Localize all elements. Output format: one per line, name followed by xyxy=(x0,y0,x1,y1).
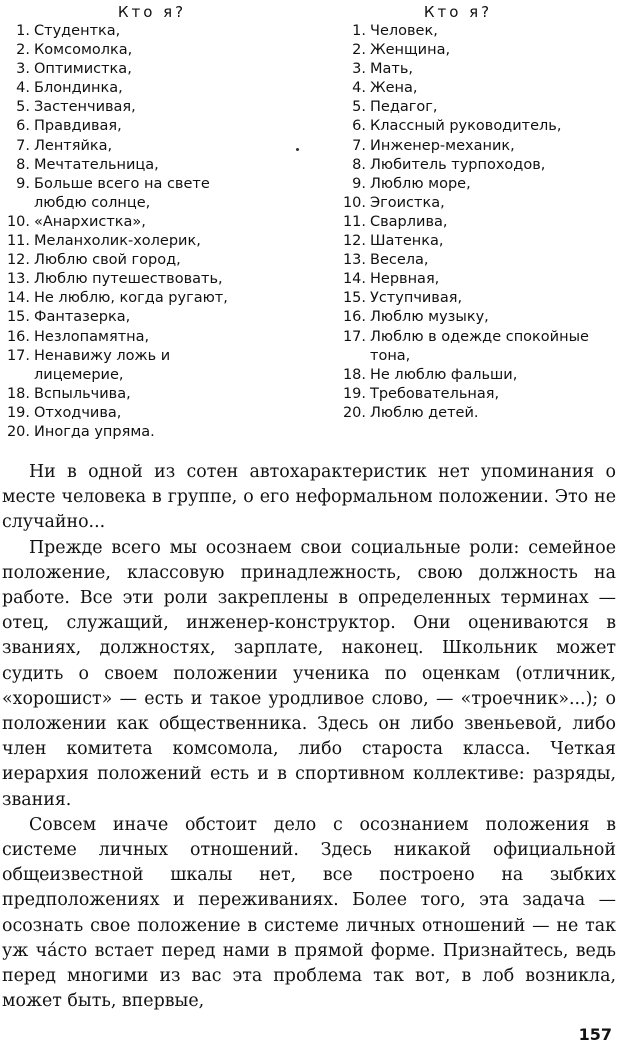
list-item-number: 12. xyxy=(6,252,30,269)
list-item-text: Правдивая, xyxy=(34,118,122,135)
list-item xyxy=(338,117,618,136)
list-item-text: Не люблю, когда ругают, xyxy=(34,290,228,307)
list-item xyxy=(2,213,302,232)
list-item xyxy=(338,251,618,270)
list-item-number: 14. xyxy=(6,290,30,307)
body-text xyxy=(2,460,616,1014)
list-item xyxy=(2,79,302,98)
list-item xyxy=(338,98,618,117)
list-item-text: Классный руководитель, xyxy=(370,118,562,135)
list-item-text: Шатенка, xyxy=(370,233,444,250)
list-item-number: 10. xyxy=(6,213,30,230)
list-item-number: 15. xyxy=(342,290,366,307)
list-item-text: Люблю море, xyxy=(370,175,471,192)
list-item-number: 4. xyxy=(352,80,366,97)
paragraph-2: Прежде всего мы осознаем свои социальные роли: семейное положение, классовую принадлежность, свою должность на работе. Все эти роли закреплены в определенных терминах — отец, служащий, инженер-конструктор. Они оцениваются в званиях, должностях, зарплате, наконец. Школьник может судить о своем положении ученика по оценкам (отличник, «хорошист» — есть и такое уродливое слово, — «троечник»...); о положении как общественника. Здесь он либо звеньевой, либо член комитета комсомола, либо староста класса. Четкая иерархия положений есть и в спортивном коллективе: разряды, звания. xyxy=(2,537,616,810)
list-item xyxy=(338,213,618,232)
list-item-text: Не люблю фальши, xyxy=(370,366,518,383)
list-item xyxy=(2,404,302,423)
list-item-text: Вспыльчива, xyxy=(34,385,131,402)
list-item xyxy=(338,60,618,79)
list-item-number: 2. xyxy=(352,42,366,59)
list-item xyxy=(2,41,302,60)
list-item-text: Иногда упряма. xyxy=(34,423,155,440)
list-item-text: Больше всего на свете любдю солнце, xyxy=(34,175,210,211)
list-item-text: Люблю свой город, xyxy=(34,252,181,269)
list-item-number: 13. xyxy=(6,271,30,288)
list-item-number: 16. xyxy=(6,328,30,345)
list-item xyxy=(338,175,618,194)
list-item xyxy=(338,270,618,289)
list-item-number: 16. xyxy=(342,309,366,326)
list-item-number: 17. xyxy=(342,328,366,345)
list-item-text: Требовательная, xyxy=(370,385,500,402)
paragraph-1: Ни в одной из сотен автохарактеристик нет упоминания о месте человека в группе, о его неформальном положении. Это не случайно... xyxy=(2,462,616,533)
list-item-number: 11. xyxy=(6,233,30,250)
list-item xyxy=(338,404,618,423)
list-item xyxy=(2,270,302,289)
list-item-text: Лентяйка, xyxy=(34,137,113,154)
list-item xyxy=(338,156,618,175)
list-item-text: Жена, xyxy=(370,80,418,97)
list-item-text: Люблю путешествовать, xyxy=(34,271,223,288)
right-list-column xyxy=(338,2,618,423)
list-item-text: Застенчивая, xyxy=(34,99,136,116)
list-item-text: Блондинка, xyxy=(34,80,123,97)
list-item xyxy=(338,232,618,251)
list-item-text: Сварлива, xyxy=(370,213,448,230)
list-item xyxy=(2,232,302,251)
list-item-number: 13. xyxy=(342,252,366,269)
list-item-number: 14. xyxy=(342,271,366,288)
list-item-number: 18. xyxy=(342,366,366,383)
list-item-number: 17. xyxy=(6,347,30,364)
list-item-number: 7. xyxy=(16,137,30,154)
list-item xyxy=(338,22,618,41)
list-item xyxy=(2,251,302,270)
list-item-text: Меланхолик-холерик, xyxy=(34,233,201,250)
list-item-text: «Анархистка», xyxy=(34,213,146,230)
list-item-text: Весела, xyxy=(370,252,429,269)
list-item-number: 1. xyxy=(16,23,30,39)
list-item-text: Незлопамятна, xyxy=(34,328,150,345)
list-item-text: Мечтательница, xyxy=(34,156,159,173)
right-list xyxy=(338,22,618,423)
list-item xyxy=(338,308,618,327)
list-item-text: Нервная, xyxy=(370,271,440,288)
list-item xyxy=(2,308,302,327)
list-item xyxy=(338,137,618,156)
list-item-text: Ненавижу ложь и лицемерие, xyxy=(34,347,171,383)
list-item-number: 1. xyxy=(352,23,366,39)
print-speck xyxy=(296,148,299,151)
list-item xyxy=(2,137,302,156)
list-item xyxy=(2,385,302,404)
list-item-text: Инженер-механик, xyxy=(370,137,515,154)
list-item-number: 10. xyxy=(342,194,366,211)
list-item-text: Люблю музыку, xyxy=(370,309,489,326)
list-item-number: 5. xyxy=(352,99,366,116)
list-item-text: Оптимистка, xyxy=(34,61,132,78)
list-item xyxy=(338,79,618,98)
list-item xyxy=(2,328,302,347)
list-item-number: 19. xyxy=(6,404,30,421)
list-item xyxy=(2,117,302,136)
list-item-text: Мать, xyxy=(370,61,413,78)
page-number: 157 xyxy=(578,1025,612,1044)
list-item-text: Уступчивая, xyxy=(370,290,463,307)
list-item xyxy=(338,366,618,385)
list-item xyxy=(338,385,618,404)
list-item xyxy=(2,175,302,213)
list-item xyxy=(2,156,302,175)
list-item xyxy=(2,98,302,117)
list-item-number: 15. xyxy=(6,309,30,326)
paragraph-3: Совсем иначе обстоит дело с осознанием положения в системе личных отношений. Здесь никакой официальной общеизвестной шкалы нет, все построено на зыбких предположениях и переживаниях. Более того, эта задача — осознать свое положение в системе личных отношений — не так уж ча́сто встает перед нами в прямой форме. Признайтесь, ведь перед многими из вас эта проблема так вот, в лоб возникла, может быть, впервые, xyxy=(2,814,616,1012)
list-item xyxy=(338,289,618,308)
list-item-number: 5. xyxy=(16,99,30,116)
list-item-number: 6. xyxy=(16,118,30,135)
list-item-number: 20. xyxy=(6,423,30,440)
list-item-text: Человек, xyxy=(370,23,438,39)
list-item-text: Эгоистка, xyxy=(370,194,445,211)
list-item-text: Комсомолка, xyxy=(34,42,133,59)
list-item-number: 3. xyxy=(352,61,366,78)
left-list-column xyxy=(2,2,302,442)
list-item-number: 3. xyxy=(16,61,30,78)
list-item-text: Фантазерка, xyxy=(34,309,131,326)
list-item-number: 8. xyxy=(16,156,30,173)
list-item-number: 11. xyxy=(342,213,366,230)
list-item-number: 18. xyxy=(6,385,30,402)
list-item xyxy=(338,41,618,60)
list-item xyxy=(2,60,302,79)
right-list-title: Кто я? xyxy=(423,3,493,21)
list-item xyxy=(2,423,302,442)
list-item xyxy=(338,194,618,213)
list-item-number: 20. xyxy=(342,404,366,421)
list-item-text: Педагог, xyxy=(370,99,438,116)
list-item-number: 9. xyxy=(352,175,366,192)
list-item-number: 6. xyxy=(352,118,366,135)
list-item-number: 12. xyxy=(342,233,366,250)
left-list xyxy=(2,22,302,442)
list-item-number: 7. xyxy=(352,137,366,154)
list-item-text: Люблю в одежде спокойные тона, xyxy=(370,328,589,364)
list-item-number: 4. xyxy=(16,80,30,97)
list-item-text: Любитель турпоходов, xyxy=(370,156,546,173)
left-list-title: Кто я? xyxy=(117,3,187,21)
list-item xyxy=(2,289,302,308)
list-item-number: 2. xyxy=(16,42,30,59)
list-item xyxy=(338,328,618,366)
list-item-text: Люблю детей. xyxy=(370,404,479,421)
list-item-text: Студентка, xyxy=(34,23,121,39)
list-item-number: 19. xyxy=(342,385,366,402)
list-item xyxy=(2,22,302,41)
list-item-text: Отходчива, xyxy=(34,404,122,421)
list-item xyxy=(2,347,302,385)
list-item-text: Женщина, xyxy=(370,42,451,59)
list-item-number: 9. xyxy=(16,175,30,192)
list-item-number: 8. xyxy=(352,156,366,173)
